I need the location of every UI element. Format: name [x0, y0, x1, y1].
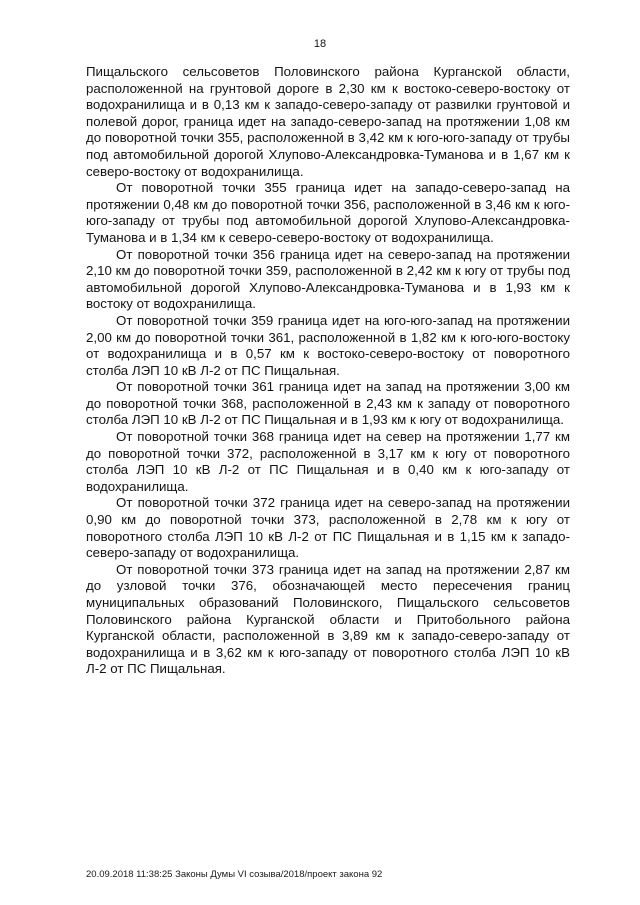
paragraph-5: От поворотной точки 361 граница идет на запад на протяжении 3,00 км до поворотной точки 368, расположенной в 2,43 км к западу от поворотного столба ЛЭП 10 кВ Л-2 от ПС Пищальная и в 1,93 км к югу от водохранилища. [86, 379, 570, 428]
paragraph-8: От поворотной точки 373 граница идет на запад на протяжении 2,87 км до узловой точки 376, обозначающей место пересечения границ муниципальных образований Половинского, Пищальского сельсоветов Половинского района Курганской области и Притобольного района Курганской области, расположенной в 3,89 км к западо-северо-западу от водохранилища и в 3,62 км к юго-западу от поворотного столба ЛЭП 10 кВ Л-2 от ПС Пищальная. [86, 561, 570, 677]
paragraph-2: От поворотной точки 355 граница идет на западо-северо-запад на протяжении 0,48 км до поворотной точки 356, расположенной в 3,46 км к юго-юго-западу от трубы под автомобильной дорогой Хлупово-Александровка-Туманова и в 1,34 км к северо-северо-востоку от водохранилища. [86, 180, 570, 245]
paragraph-1: Пищальского сельсоветов Половинского района Курганской области, расположенной на грунтовой дороге в 2,30 км к востоко-северо-востоку от водохранилища и в 0,13 км к западо-северо-западу от развилки грунтовой и полевой дорог, граница идет на западо-северо-запад на протяжении 1,08 км до поворотной точки 355, расположенной в 3,42 км к юго-юго-западу от трубы под автомобильной дорогой Хлупово-Александровка-Туманова и в 1,67 км к северо-востоку от водохранилища. [86, 64, 570, 179]
page-number: 18 [313, 38, 327, 50]
page-footer: 20.09.2018 11:38:25 Законы Думы VI созыва/2018/проект закона 92 [86, 869, 383, 880]
paragraph-7: От поворотной точки 372 граница идет на северо-запад на протяжении 0,90 км до поворотной точки 373, расположенной в 2,78 км к югу от поворотного столба ЛЭП 10 кВ Л-2 от ПС Пищальная и в 1,15 км к западо-северо-западу от водохранилища. [86, 495, 570, 561]
paragraph-3: От поворотной точки 356 граница идет на северо-запад на протяжении 2,10 км до поворотной точки 359, расположенной в 2,42 км к югу от трубы под автомобильной дорогой Хлупово-Александровка-Туманова и в 1,93 км к востоку от водохранилища. [86, 246, 570, 312]
paragraph-4: От поворотной точки 359 граница идет на юго-юго-запад на протяжении 2,00 км до поворотной точки 361, расположенной в 1,82 км к юго-юго-востоку от водохранилища и в 0,57 км к востоко-северо-востоку от поворотного столба ЛЭП 10 кВ Л-2 от ПС Пищальная. [86, 312, 570, 378]
document-body [86, 64, 570, 678]
paragraph-6: От поворотной точки 368 граница идет на север на протяжении 1,77 км до поворотной точки 372, расположенной в 3,17 км к югу от поворотного столба ЛЭП 10 кВ Л-2 от ПС Пищальная и в 0,40 км к юго-западу от водохранилища. [86, 429, 570, 494]
